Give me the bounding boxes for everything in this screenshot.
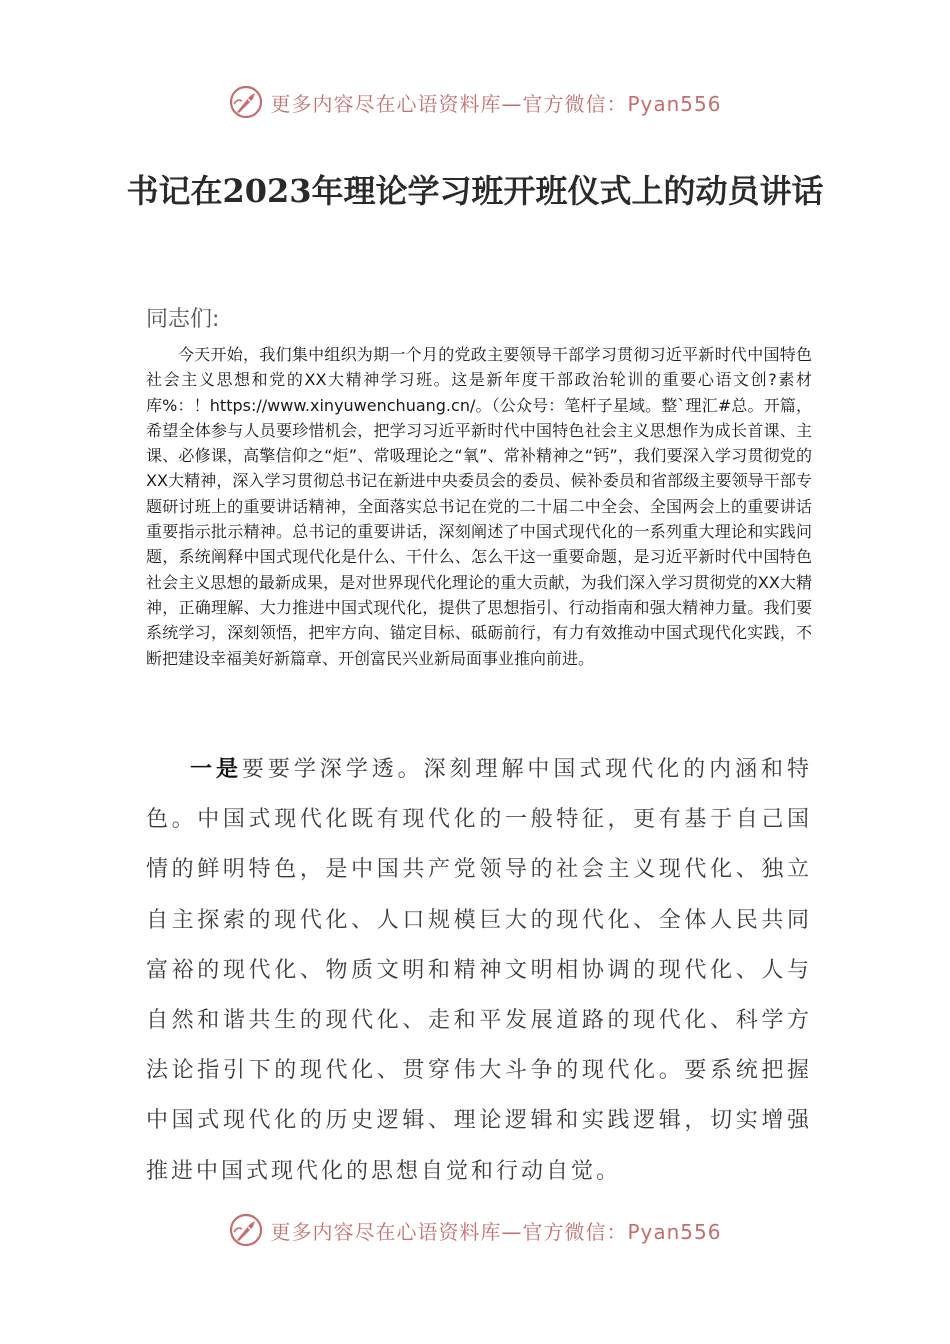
footer-watermark-text: 更多内容尽在心语资料库—官方微信：Pyan556 [270, 1219, 722, 1244]
point-one-paragraph [146, 744, 812, 1197]
intro-paragraph: 今天开始，我们集中组织为期一个月的党政主要领导干部学习贯彻习近平新时代中国特色社会主义思想和党的XX大精神学习班。这是新年度干部政治轮训的重要心语文创?素材库%：！https://www.xinyuwenchuang.cn/。（公众号：笔杆子星域。整`理汇#总。开篇，希望全体参与人员要珍惜机会，把学习习近平新时代中国特色社会主义思想作为成长首课、主课、必修课，高擎信仰之“炬”、常吸理论之“氧”、常补精神之“钙”，我们要深入学习贯彻党的XX大精神，深入学习贯彻总书记在新进中央委员会的委员、候补委员和省部级主要领导干部专题研讨班上的重要讲话精神，全面落实总书记在党的二十届二中全会、全国两会上的重要讲话重要指示批示精神。总书记的重要讲话，深刻阐述了中国式现代化的一系列重大理论和实践问题，系统阐释中国式现代化是什么、干什么、怎么干这一重要命题，是习近平新时代中国特色社会主义思想的最新成果，是对世界现代化理论的重大贡献，为我们深入学习贯彻党的XX大精神，正确理解、大力推进中国式现代化，提供了思想指引、行动指南和强大精神力量。我们要系统学习，深刻领悟，把牢方向、锚定目标、砥砺前行，有力有效推动中国式现代化实践，不断把建设幸福美好新篇章、开创富民兴业新局面事业推向前进。 [146, 345, 812, 668]
footer-watermark-banner [0, 1208, 950, 1252]
salutation: 同志们: [146, 307, 220, 332]
point-one-lead: 一是 [190, 756, 242, 782]
pen-nib-logo-icon [228, 84, 264, 120]
point-one-body: 要要学深学透。深刻理解中国式现代化的内涵和特色。中国式现代化既有现代化的一般特征，更有基于自己国情的鲜明特色，是中国共产党领导的社会主义现代化、独立自主探索的现代化、人口规模巨大的现代化、全体人民共同富裕的现代化、物质文明和精神文明相协调的现代化、人与自然和谐共生的现代化、走和平发展道路的现代化、科学方法论指引下的现代化、贯穿伟大斗争的现代化。要系统把握中国式现代化的历史逻辑、理论逻辑和实践逻辑，切实增强推进中国式现代化的思想自觉和行动自觉。 [146, 757, 812, 1184]
document-title: 书记在2023年理论学习班开班仪式上的动员讲话 [126, 172, 824, 210]
header-watermark-banner [0, 80, 950, 124]
header-watermark-text: 更多内容尽在心语资料库—官方微信：Pyan556 [270, 91, 722, 116]
pen-nib-logo-icon [228, 1212, 264, 1248]
